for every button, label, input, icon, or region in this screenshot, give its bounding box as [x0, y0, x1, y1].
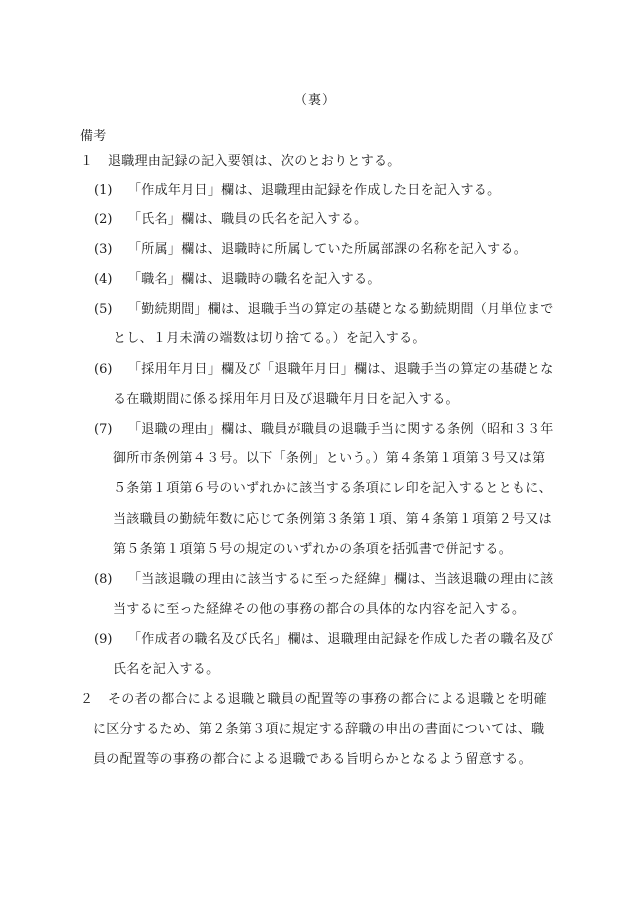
subitem-7-line-5: 第５条第１項第５号の規定のいずれかの条項を括弧書で併記する。: [113, 542, 513, 557]
item2-number: ２: [80, 692, 94, 707]
subitem-6-number: (6): [94, 362, 113, 377]
section-label: 備考: [80, 129, 107, 144]
subitem-8-line-1: 「当該退職の理由に該当するに至った経緯」欄は、当該退職の理由に該: [128, 572, 554, 587]
subitem-5-line-2: とし、１月未満の端数は切り捨てる。）を記入する。: [113, 331, 426, 346]
subitem-4-line-1: 「職名」欄は、退職時の職名を記入する。: [128, 272, 381, 287]
subitem-8-number: (8): [94, 572, 113, 587]
item2-line-3: 員の配置等の事務の都合による退職である旨明らかとなるよう留意する。: [93, 752, 532, 767]
subitem-3-number: (3): [94, 242, 113, 257]
subitem-6-line-2: る在職期間に係る採用年月日及び退職年月日を記入する。: [113, 392, 459, 407]
subitem-7-line-4: 当該職員の勤続年数に応じて条例第３条第１項、第４条第１項第２号又は: [113, 512, 552, 527]
subitem-7-line-2: 御所市条例第４３号。以下「条例」という。）第４条第１項第３号又は第: [113, 451, 546, 466]
subitem-6-line-1: 「採用年月日」欄及び「退職年月日」欄は、退職手当の算定の基礎とな: [128, 362, 554, 377]
subitem-7-line-1: 「退職の理由」欄は、職員が職員の退職手当に関する条例（昭和３３年: [128, 422, 554, 437]
subitem-7-number: (7): [94, 422, 113, 437]
item1-text: 退職理由記録の記入要領は、次のとおりとする。: [108, 154, 401, 169]
item1-number: １: [80, 154, 94, 169]
page-heading: （裏）: [293, 93, 336, 108]
subitem-5-number: (5): [94, 302, 113, 317]
item2-line-1: その者の都合による退職と職員の配置等の事務の都合による退職とを明確: [108, 692, 547, 707]
item2-line-2: に区分するため、第２条第３項に規定する辞職の申出の書面については、職: [93, 722, 545, 737]
subitem-9-line-1: 「作成者の職名及び氏名」欄は、退職理由記録を作成した者の職名及び: [128, 632, 554, 647]
subitem-7-line-3: ５条第１項第６号のいずれかに該当する条項にレ印を記入するとともに、: [113, 481, 552, 496]
subitem-1-number: (1): [94, 183, 113, 198]
subitem-8-line-2: 当するに至った経緯その他の事務の都合の具体的な内容を記入する。: [113, 602, 526, 617]
subitem-5-line-1: 「勤続期間」欄は、退職手当の算定の基礎となる勤続期間（月単位まで: [128, 302, 554, 317]
subitem-2-number: (2): [94, 212, 113, 227]
subitem-4-number: (4): [94, 272, 113, 287]
subitem-9-line-2: 氏名を記入する。: [113, 662, 220, 677]
subitem-2-line-1: 「氏名」欄は、職員の氏名を記入する。: [128, 212, 368, 227]
subitem-9-number: (9): [94, 632, 113, 647]
subitem-3-line-1: 「所属」欄は、退職時に所属していた所属部課の名称を記入する。: [128, 242, 528, 257]
subitem-1-line-1: 「作成年月日」欄は、退職理由記録を作成した日を記入する。: [128, 183, 501, 198]
